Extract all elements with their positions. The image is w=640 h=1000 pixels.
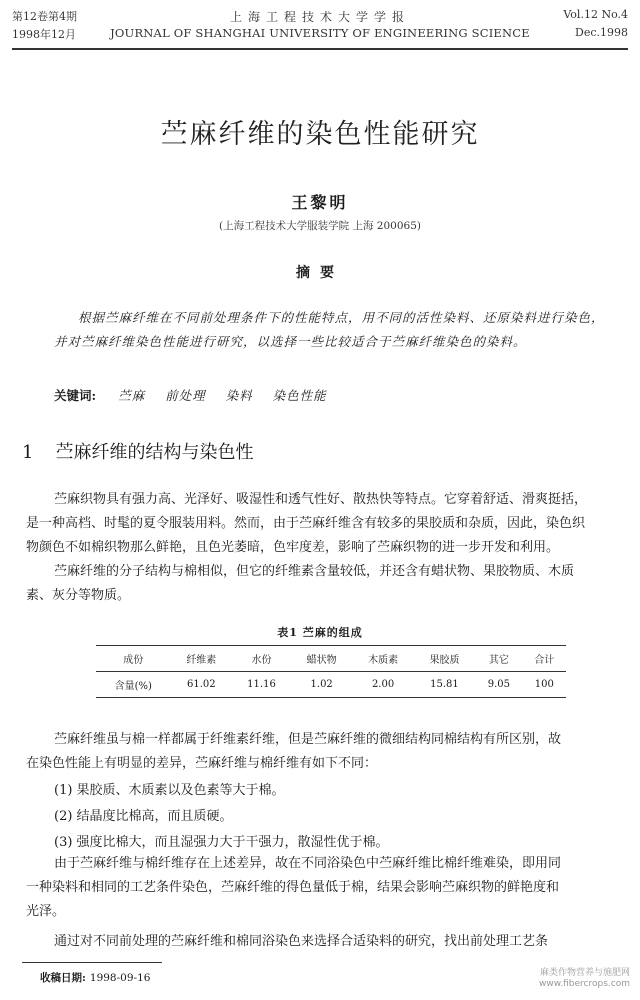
watermark-line: www.fibercrops.com [539, 979, 630, 989]
received-date: 1998-09-16 [89, 972, 151, 984]
table-header-cell: 果胶质 [429, 655, 460, 666]
table-cell: 2.00 [371, 679, 395, 690]
table-cell: 1.02 [310, 679, 333, 690]
text-line: 苎麻织物具有强力高、光泽好、吸湿性和透气性好、散热快等特点。它穿着舒适、滑爽挺括， [54, 492, 588, 507]
table-header-cell: 其它 [488, 655, 509, 666]
table-header-cell: 纤维素 [186, 655, 217, 666]
text-line: 是一种高档、时髦的夏令服装用料。然而，由于苎麻纤维含有较多的果胶质和杂质，因此，染色织 [26, 516, 586, 531]
abstract-text: 根据苎麻纤维在不同前处理条件下的性能特点，用不同的活性染料、还原染料进行染色，并对苎麻纤维染色性能进行研究，以选择一些比较适合于苎麻纤维染色的染料。 [54, 310, 605, 349]
difference-list [54, 780, 632, 854]
date-en: Dec.1998 [575, 26, 628, 39]
affiliation: (上海工程技术大学服装学院 上海 200065) [219, 220, 421, 232]
journal-name-cn: 上海工程技术大学学报 [229, 10, 410, 24]
table-caption: 表1 苎麻的组成 [277, 626, 363, 639]
list-item: (1) 果胶质、木质素以及色素等大于棉。 [54, 783, 285, 798]
list-item: (3) 强度比棉大，而且湿强力大于干强力，散湿性优于棉。 [54, 835, 389, 850]
abstract-heading: 摘要 [296, 265, 344, 281]
table-header-cell: 水份 [251, 655, 272, 666]
paper-title: 苎麻纤维的染色性能研究 [160, 119, 480, 150]
section-title: 苎麻纤维的结构与染色性 [55, 442, 254, 463]
received-date-footnote [40, 970, 150, 985]
watermark-line: 麻类作物营养与施肥网 [539, 968, 630, 978]
keywords [54, 386, 612, 404]
text-line: 物颜色不如棉织物那么鲜艳，且色光萎暗，色牢度差，影响了苎麻织物的进一步开发和利用。 [26, 540, 560, 555]
keyword: 染料 [225, 388, 253, 403]
table-cell: 15.81 [430, 679, 459, 690]
watermark [539, 968, 630, 990]
text-line: 由于苎麻纤维与棉纤维存在上述差异，故在不同浴染色中苎麻纤维比棉纤维难染，即用同 [54, 856, 562, 871]
list-item: (2) 结晶度比棉高，而且质硬。 [54, 809, 233, 824]
volume-cn: 第12卷第4期 [12, 10, 77, 23]
date-cn: 1998年12月 [12, 28, 76, 41]
keyword: 染色性能 [272, 388, 327, 403]
keyword: 前处理 [165, 388, 206, 403]
table-header-cell: 蜡状物 [306, 655, 337, 666]
keyword: 苎麻 [118, 388, 146, 403]
paragraph-5 [54, 930, 632, 954]
journal-header [12, 8, 628, 44]
text-line: 苎麻纤维虽与棉一样都属于纤维素纤维，但是苎麻纤维的微细结构同棉结构有所区别，故 [54, 732, 562, 747]
table-header-cell: 合计 [534, 655, 555, 666]
text-line: 一种染料和相同的工艺条件染色，苎麻纤维的得色量低于棉，结果会影响苎麻织物的鲜艳度和 [26, 880, 560, 895]
text-line: 在染色性能上有明显的差异，苎麻纤维与棉纤维有如下不同： [26, 756, 378, 771]
table-row-label: 含量(%) [114, 681, 152, 692]
received-label: 收稿日期: [40, 972, 86, 984]
table-cell: 9.05 [487, 679, 511, 690]
volume-en: Vol.12 No.4 [563, 8, 628, 21]
table-cell: 100 [534, 679, 554, 690]
paragraph-1 [26, 488, 632, 608]
header-rule [12, 48, 628, 50]
keywords-label: 关键词: [54, 388, 97, 403]
table-cell: 61.02 [186, 679, 216, 690]
paragraph-3 [26, 728, 632, 776]
table-row [96, 672, 566, 698]
table-cell: 11.16 [247, 679, 276, 690]
table-header-cell: 木质素 [368, 655, 399, 666]
table-header-row [96, 646, 566, 672]
footnote-rule [22, 962, 162, 963]
author: 王黎明 [291, 193, 349, 212]
paragraph-4 [26, 852, 632, 924]
text-line: 素、灰分等物质。 [26, 588, 131, 603]
section-number: 1 [22, 442, 34, 463]
journal-name-en: JOURNAL OF SHANGHAI UNIVERSITY OF ENGINEERING SCIENCE [110, 26, 530, 40]
section-heading [22, 438, 253, 464]
text-line: 通过对不同前处理的苎麻纤维和棉同浴染色来选择合适染料的研究，找出前处理工艺条 [54, 934, 549, 949]
text-line: 苎麻纤维的分子结构与棉相似，但它的纤维素含量较低，并还含有蜡状物、果胶物质、木质 [54, 564, 575, 579]
composition-table [96, 645, 566, 698]
table-header-cell: 成份 [123, 655, 144, 666]
text-line: 光泽。 [26, 904, 66, 919]
